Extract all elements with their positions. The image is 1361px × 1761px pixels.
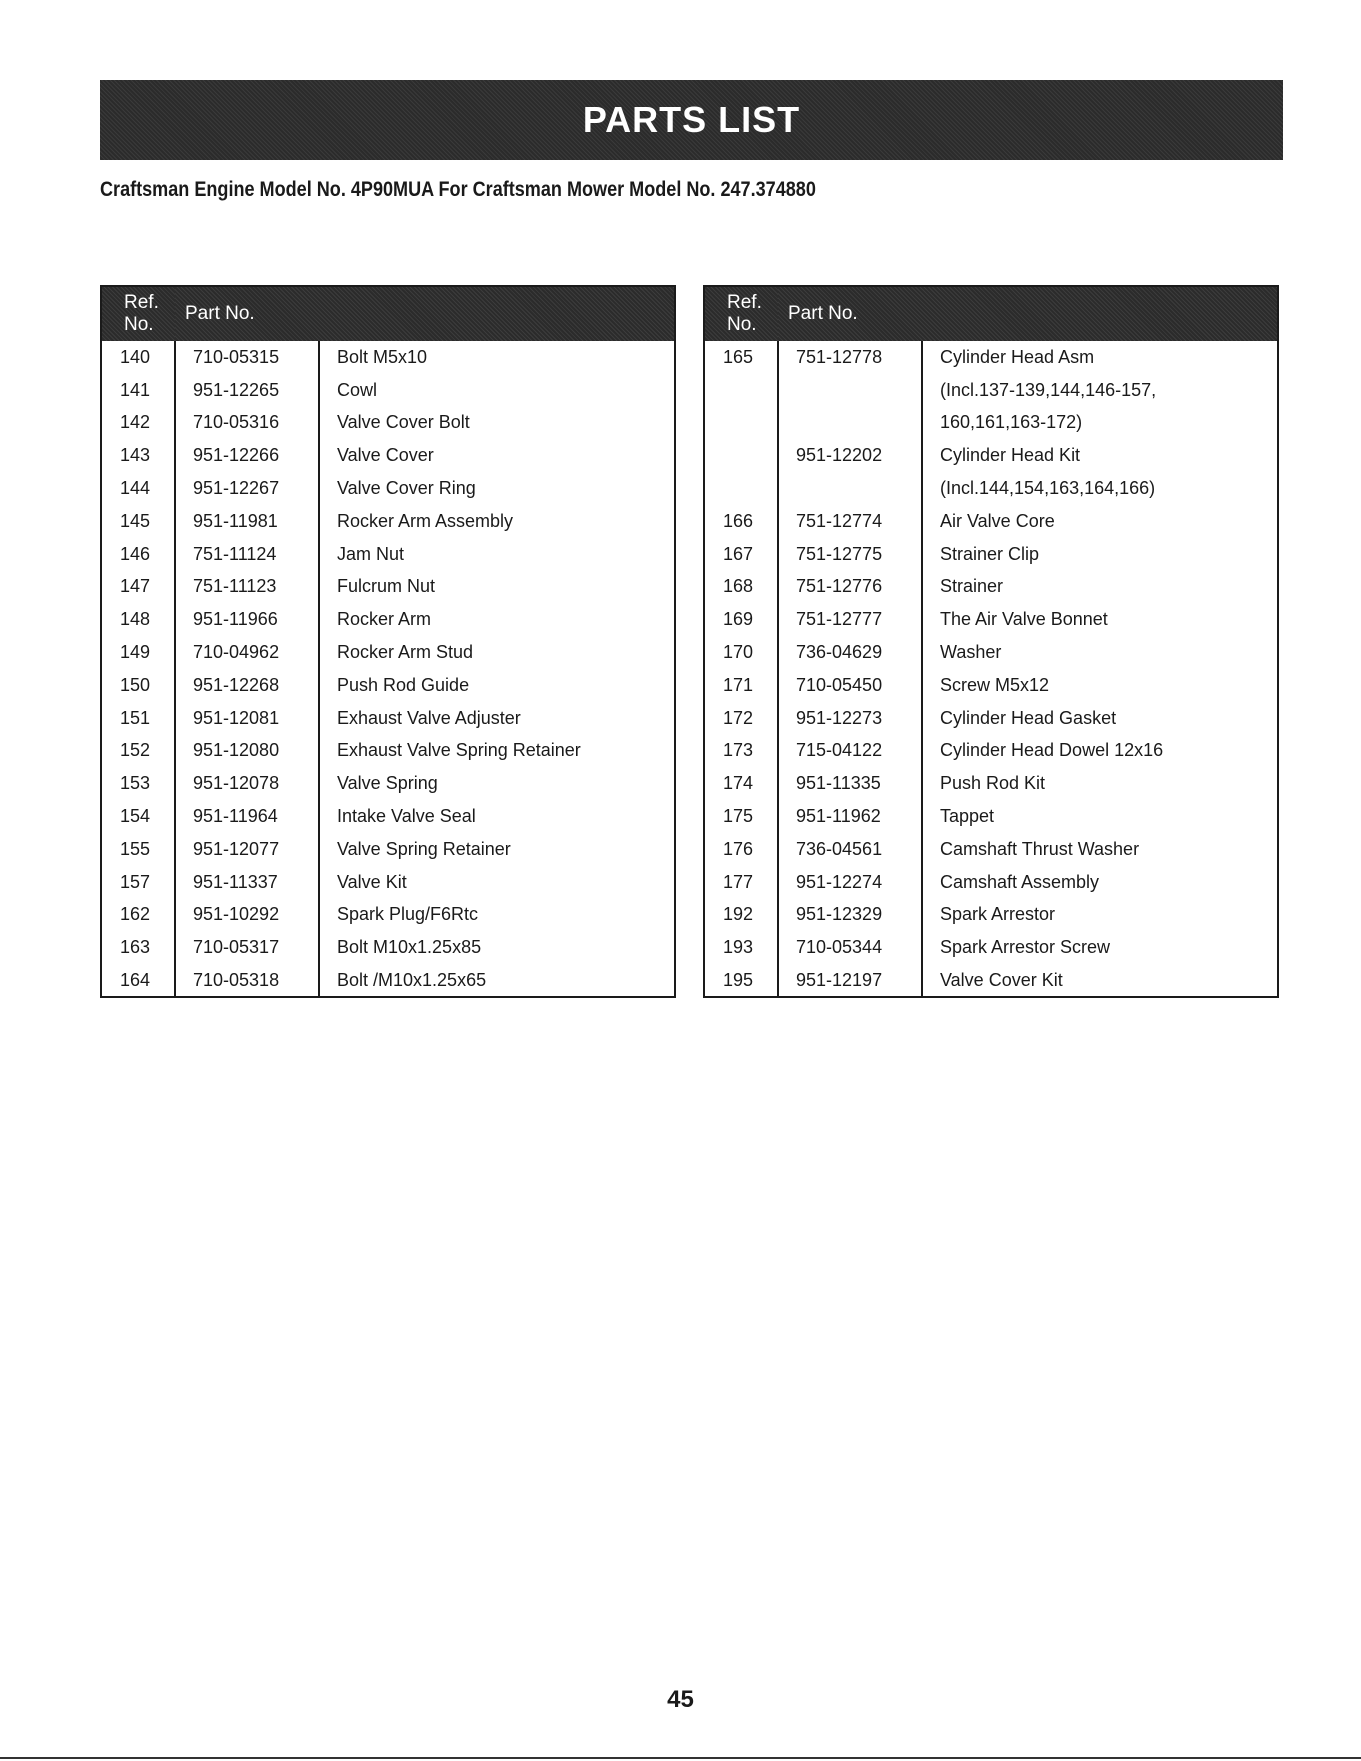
table-row xyxy=(704,571,1278,604)
table-header-row xyxy=(101,286,675,341)
part-no-cell: 951-10292 xyxy=(175,899,319,932)
ref-no-cell: 144 xyxy=(101,472,175,505)
part-no-cell: 951-12197 xyxy=(778,964,922,997)
table-row xyxy=(704,636,1278,669)
table-row xyxy=(101,669,675,702)
table-row xyxy=(704,833,1278,866)
ref-no-cell: 193 xyxy=(704,931,778,964)
ref-no-cell xyxy=(704,407,778,440)
part-no-cell: 751-12774 xyxy=(778,505,922,538)
part-no-cell: 710-05317 xyxy=(175,931,319,964)
description-cell: Valve Cover Kit xyxy=(940,969,1063,990)
description-cell: Valve Spring Retainer xyxy=(337,838,511,859)
table-row xyxy=(101,439,675,472)
description-cell: Intake Valve Seal xyxy=(337,806,476,827)
table-row xyxy=(704,931,1278,964)
table-row xyxy=(704,538,1278,571)
ref-no-cell: 142 xyxy=(101,407,175,440)
ref-no-cell: 165 xyxy=(704,341,778,374)
description-cell: (Incl.137-139,144,146-157, xyxy=(940,379,1157,400)
description-cell: Spark Arrestor xyxy=(940,904,1056,925)
part-no-cell: 736-04561 xyxy=(778,833,922,866)
part-no-cell: 751-11124 xyxy=(175,538,319,571)
ref-no-cell: 192 xyxy=(704,899,778,932)
parts-table-left-body xyxy=(101,341,675,997)
part-no-cell: 951-12078 xyxy=(175,767,319,800)
description-cell: Bolt M5x10 xyxy=(337,346,428,367)
part-no-cell: 751-12777 xyxy=(778,603,922,636)
ref-header-line2: No. xyxy=(727,314,757,335)
part-no-cell: 951-12265 xyxy=(175,374,319,407)
description-cell: Air Valve Core xyxy=(940,510,1055,531)
part-header-label: Part No. xyxy=(788,303,858,324)
part-no-cell: 951-12329 xyxy=(778,899,922,932)
table-row xyxy=(101,636,675,669)
part-no-cell: 951-11966 xyxy=(175,603,319,636)
table-row xyxy=(704,735,1278,768)
description-cell: Rocker Arm Stud xyxy=(337,642,474,663)
part-no-header xyxy=(778,286,1278,341)
part-no-cell: 951-11981 xyxy=(175,505,319,538)
table-row xyxy=(704,407,1278,440)
ref-no-cell: 176 xyxy=(704,833,778,866)
description-cell: Washer xyxy=(940,642,1002,663)
description-cell: Push Rod Kit xyxy=(940,773,1046,794)
parts-table-right-body xyxy=(704,341,1278,997)
table-row xyxy=(101,472,675,505)
part-no-cell: 715-04122 xyxy=(778,735,922,768)
table-row xyxy=(101,735,675,768)
part-no-cell: 736-04629 xyxy=(778,636,922,669)
description-cell: Cylinder Head Gasket xyxy=(940,707,1117,728)
ref-no-cell: 162 xyxy=(101,899,175,932)
table-row xyxy=(101,374,675,407)
ref-no-cell: 155 xyxy=(101,833,175,866)
table-row xyxy=(101,505,675,538)
description-cell: Tappet xyxy=(940,806,995,827)
description-cell: Camshaft Assembly xyxy=(940,871,1100,892)
description-cell: Fulcrum Nut xyxy=(337,576,436,597)
table-row xyxy=(101,866,675,899)
ref-no-cell: 140 xyxy=(101,341,175,374)
ref-no-cell: 166 xyxy=(704,505,778,538)
description-cell: Push Rod Guide xyxy=(337,674,470,695)
ref-no-cell: 173 xyxy=(704,735,778,768)
ref-no-cell: 150 xyxy=(101,669,175,702)
table-row xyxy=(704,669,1278,702)
ref-no-cell xyxy=(704,472,778,505)
table-row xyxy=(101,538,675,571)
ref-no-cell: 174 xyxy=(704,767,778,800)
part-no-cell: 751-12776 xyxy=(778,571,922,604)
ref-no-cell: 152 xyxy=(101,735,175,768)
table-row xyxy=(704,439,1278,472)
ref-no-cell: 148 xyxy=(101,603,175,636)
description-cell: Valve Cover Ring xyxy=(337,478,476,499)
part-no-cell: 951-12266 xyxy=(175,439,319,472)
description-cell: Rocker Arm Assembly xyxy=(337,510,514,531)
ref-no-cell: 175 xyxy=(704,800,778,833)
banner-title: PARTS LIST xyxy=(582,99,801,140)
table-row xyxy=(704,374,1278,407)
description-cell: Spark Arrestor Screw xyxy=(940,937,1111,958)
table-row xyxy=(704,702,1278,735)
part-no-header xyxy=(175,286,675,341)
table-row xyxy=(101,931,675,964)
ref-no-cell: 141 xyxy=(101,374,175,407)
part-no-cell: 951-11335 xyxy=(778,767,922,800)
ref-no-header xyxy=(101,286,175,341)
description-cell: Exhaust Valve Spring Retainer xyxy=(337,740,581,761)
ref-no-cell: 151 xyxy=(101,702,175,735)
model-subtitle: Craftsman Engine Model No. 4P90MUA For Craftsman Mower Model No. 247.374880 xyxy=(100,178,816,201)
ref-header-line1: Ref. xyxy=(124,292,159,313)
bottom-rule xyxy=(0,1757,1361,1759)
ref-no-cell xyxy=(704,439,778,472)
description-cell: The Air Valve Bonnet xyxy=(940,609,1108,630)
ref-header-line2: No. xyxy=(124,314,154,335)
part-no-cell: 751-12778 xyxy=(778,341,922,374)
ref-no-cell: 154 xyxy=(101,800,175,833)
description-cell: 160,161,163-172) xyxy=(940,412,1083,433)
description-cell: Bolt M10x1.25x85 xyxy=(337,937,482,958)
part-no-cell: 710-05344 xyxy=(778,931,922,964)
ref-no-cell: 170 xyxy=(704,636,778,669)
table-row xyxy=(704,964,1278,997)
table-row xyxy=(101,341,675,374)
ref-no-cell: 169 xyxy=(704,603,778,636)
description-cell: Exhaust Valve Adjuster xyxy=(337,707,521,728)
ref-no-cell: 195 xyxy=(704,964,778,997)
part-no-cell: 751-11123 xyxy=(175,571,319,604)
table-header-row xyxy=(704,286,1278,341)
table-row xyxy=(101,767,675,800)
table-row xyxy=(704,899,1278,932)
description-cell: Cylinder Head Kit xyxy=(940,445,1081,466)
ref-no-cell: 145 xyxy=(101,505,175,538)
part-no-cell: 710-05315 xyxy=(175,341,319,374)
description-cell: Strainer Clip xyxy=(940,543,1040,564)
part-no-cell xyxy=(778,407,922,440)
description-cell: Spark Plug/F6Rtc xyxy=(337,904,479,925)
description-cell: Jam Nut xyxy=(337,543,405,564)
description-cell: (Incl.144,154,163,164,166) xyxy=(940,478,1156,499)
part-no-cell: 951-12268 xyxy=(175,669,319,702)
ref-no-cell: 172 xyxy=(704,702,778,735)
table-row xyxy=(704,341,1278,374)
table-row xyxy=(704,472,1278,505)
part-no-cell: 710-05316 xyxy=(175,407,319,440)
table-row xyxy=(101,800,675,833)
ref-no-cell: 164 xyxy=(101,964,175,997)
ref-no-cell: 153 xyxy=(101,767,175,800)
part-no-cell: 710-05318 xyxy=(175,964,319,997)
description-cell: Screw M5x12 xyxy=(940,674,1050,695)
parts-list-banner xyxy=(100,80,1283,160)
part-no-cell: 951-12081 xyxy=(175,702,319,735)
part-no-cell: 951-12202 xyxy=(778,439,922,472)
description-cell: Rocker Arm xyxy=(337,609,432,630)
ref-no-cell: 168 xyxy=(704,571,778,604)
ref-no-cell: 163 xyxy=(101,931,175,964)
table-row xyxy=(704,866,1278,899)
parts-table-right xyxy=(703,285,1279,998)
part-header-label: Part No. xyxy=(185,303,255,324)
description-cell: Valve Cover xyxy=(337,445,434,466)
ref-no-cell: 177 xyxy=(704,866,778,899)
table-row xyxy=(101,603,675,636)
part-no-cell: 951-12273 xyxy=(778,702,922,735)
description-cell: Bolt /M10x1.25x65 xyxy=(337,969,487,990)
ref-no-cell xyxy=(704,374,778,407)
part-no-cell: 951-11962 xyxy=(778,800,922,833)
ref-no-cell: 143 xyxy=(101,439,175,472)
ref-no-cell: 157 xyxy=(101,866,175,899)
table-row xyxy=(704,767,1278,800)
ref-no-header xyxy=(704,286,778,341)
ref-no-cell: 147 xyxy=(101,571,175,604)
description-cell: Valve Kit xyxy=(337,871,407,892)
description-cell: Strainer xyxy=(940,576,1004,597)
table-row xyxy=(704,505,1278,538)
ref-no-cell: 146 xyxy=(101,538,175,571)
page-number: 45 xyxy=(667,1686,694,1713)
table-row xyxy=(101,964,675,997)
description-cell: Cylinder Head Dowel 12x16 xyxy=(940,740,1164,761)
part-no-cell: 951-12274 xyxy=(778,866,922,899)
description-cell: Cylinder Head Asm xyxy=(940,346,1095,367)
part-no-cell: 710-04962 xyxy=(175,636,319,669)
table-row xyxy=(101,702,675,735)
ref-no-cell: 149 xyxy=(101,636,175,669)
part-no-cell: 951-12267 xyxy=(175,472,319,505)
part-no-cell xyxy=(778,374,922,407)
part-no-cell: 951-12080 xyxy=(175,735,319,768)
table-row xyxy=(704,603,1278,636)
description-cell: Cowl xyxy=(337,379,378,400)
part-no-cell: 751-12775 xyxy=(778,538,922,571)
table-row xyxy=(704,800,1278,833)
part-no-cell xyxy=(778,472,922,505)
ref-no-cell: 167 xyxy=(704,538,778,571)
table-row xyxy=(101,833,675,866)
ref-no-cell: 171 xyxy=(704,669,778,702)
part-no-cell: 951-11337 xyxy=(175,866,319,899)
table-row xyxy=(101,571,675,604)
parts-table-left xyxy=(100,285,676,998)
table-row xyxy=(101,407,675,440)
description-cell: Valve Cover Bolt xyxy=(337,412,470,433)
ref-header-line1: Ref. xyxy=(727,292,762,313)
part-no-cell: 951-12077 xyxy=(175,833,319,866)
description-cell: Camshaft Thrust Washer xyxy=(940,838,1140,859)
description-cell: Valve Spring xyxy=(337,773,438,794)
part-no-cell: 710-05450 xyxy=(778,669,922,702)
part-no-cell: 951-11964 xyxy=(175,800,319,833)
table-row xyxy=(101,899,675,932)
